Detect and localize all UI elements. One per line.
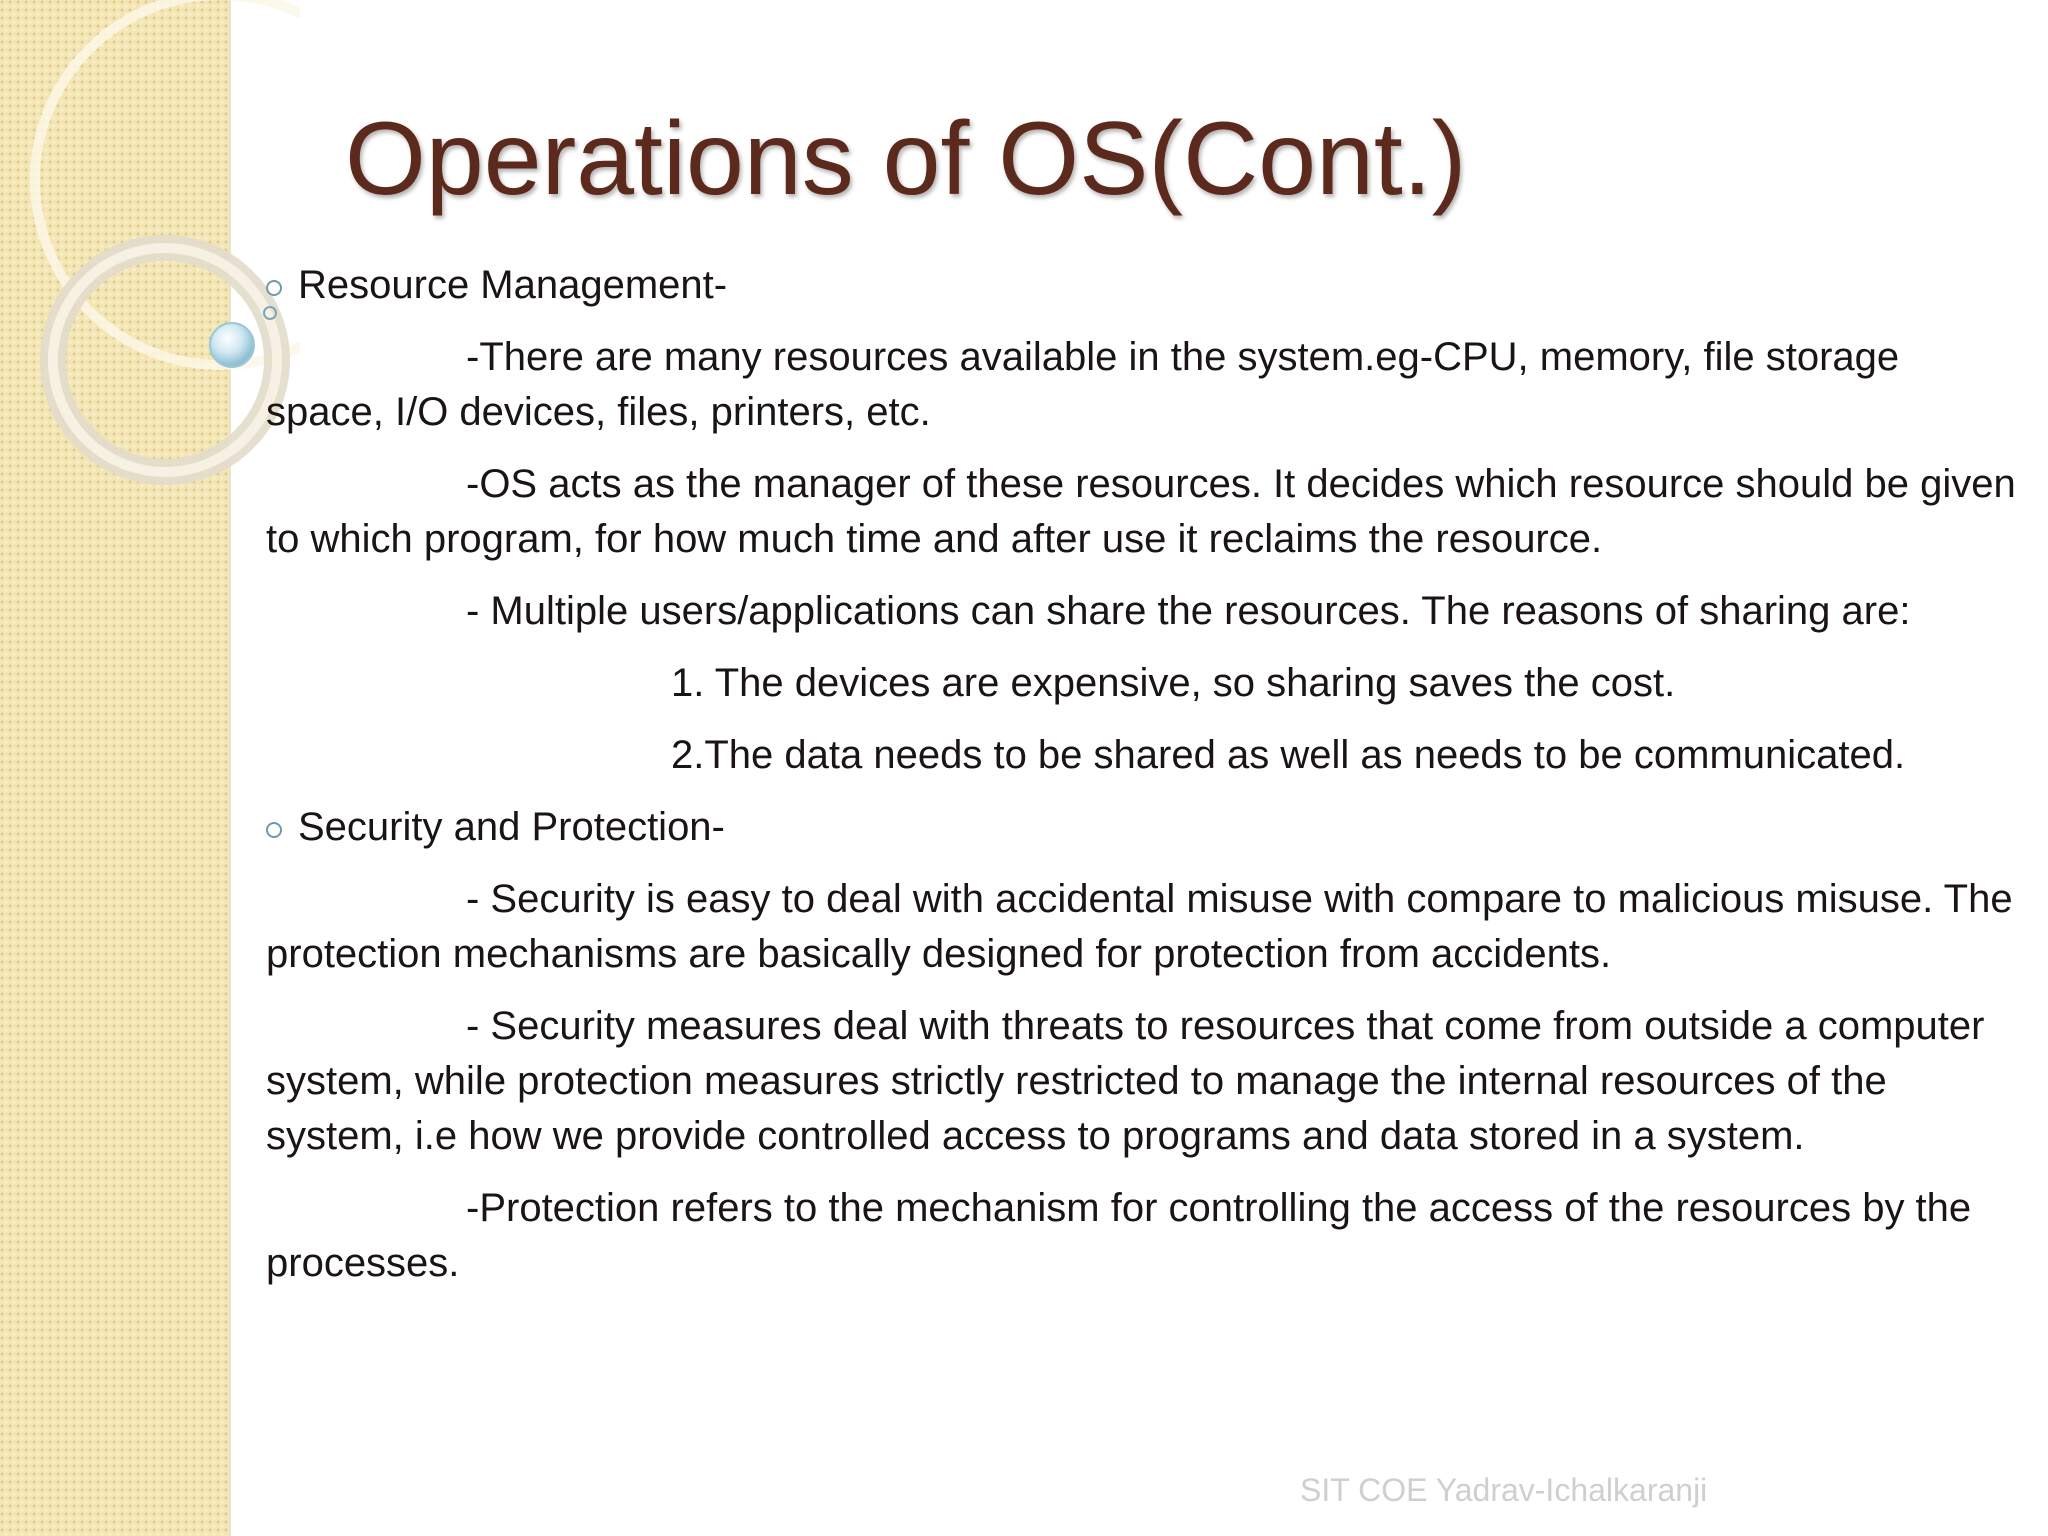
paragraph: -There are many resources available in the system.eg-CPU, memory, file storage space, I/O devices, files, printers, etc. (266, 335, 1900, 434)
slide-body (266, 258, 2016, 1308)
bullet-circle-icon (266, 822, 282, 838)
section-heading-text: Resource Management- (298, 263, 728, 307)
reason-item: 2.The data needs to be shared as well as needs to be communicated. (671, 733, 1906, 777)
section-heading-security-protection (266, 800, 2016, 855)
section-heading-resource-management (266, 258, 2016, 313)
paragraph: - Security is easy to deal with accidental misuse with compare to malicious misuse. The protection mechanisms are basically designed for protection from accidents. (266, 877, 2013, 976)
paragraph: -OS acts as the manager of these resources. It decides which resource should be given to which program, for how much time and after use it reclaims the resource. (266, 462, 2016, 561)
page-title: Operations of OS(Cont.) (345, 101, 1467, 217)
paragraph: - Multiple users/applications can share the resources. The reasons of sharing are: (466, 589, 1911, 633)
slide-footer: SIT COE Yadrav-Ichalkaranji (1300, 1472, 1708, 1508)
section-heading-text: Security and Protection- (298, 805, 725, 849)
paragraph: - Security measures deal with threats to resources that come from outside a computer system, while protection measures strictly restricted to manage the internal resources of the system, i.e how we provide controlled access to programs and data stored in a system. (266, 1004, 1985, 1158)
decorative-circles-icon (0, 0, 300, 520)
reason-item: 1. The devices are expensive, so sharing saves the cost. (671, 661, 1676, 705)
bullet-circle-icon (266, 280, 282, 296)
paragraph: -Protection refers to the mechanism for controlling the access of the resources by the processes. (266, 1186, 1972, 1285)
